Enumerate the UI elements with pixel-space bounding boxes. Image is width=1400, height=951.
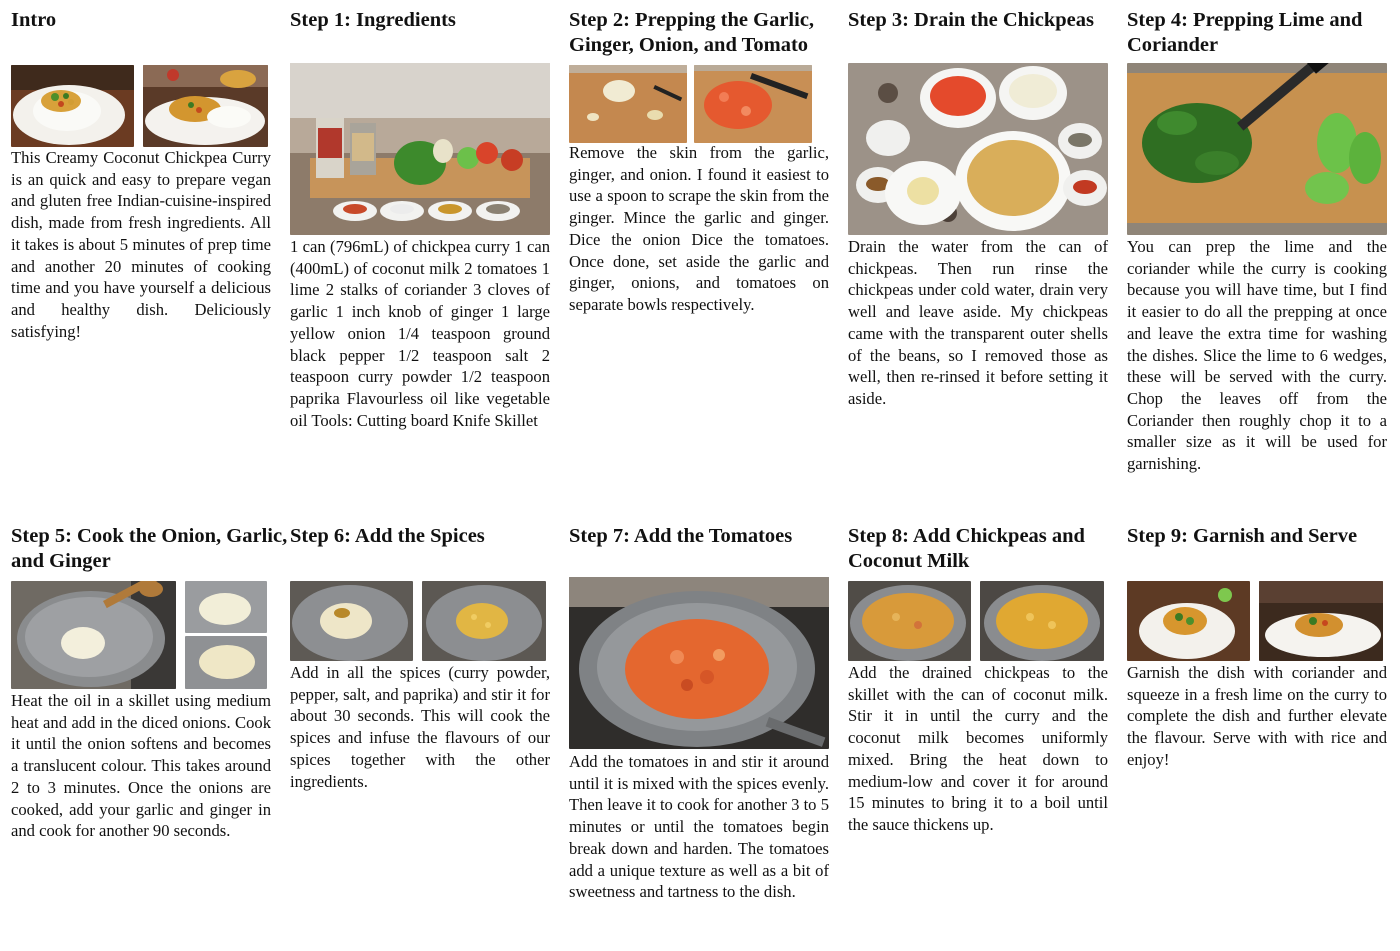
step-photo (569, 577, 829, 749)
step-description: Remove the skin from the garlic, ginger, and onion. I found it easiest to use a spoon to scrape the skin from the ginger. Mince the garlic and ginger. Dice the onion Dice the tomatoes. Once done, set aside the garlic and ginger, onions, and tomatoes on separate bowls respectively. (569, 143, 829, 314)
step-photo (11, 65, 134, 147)
step-description: Add in all the spices (curry powder, pepper, salt, and paprika) and stir it for about 30 seconds. This will cook the spices and infuse the flavours of our spices together with the other ingredients. (290, 663, 550, 791)
step-title: Step 5: Cook the Onion, Garlic, and Ginger (11, 525, 288, 572)
step-photo (848, 63, 1108, 235)
step-title: Step 6: Add the Spices (290, 525, 485, 547)
step-photo (143, 65, 268, 147)
step-title: Step 9: Garnish and Serve (1127, 525, 1358, 547)
step-description: Garnish the dish with coriander and squeeze in a fresh lime on the curry to complete the dish and further elevate the flavour. Serve with with rice and enjoy! (1127, 663, 1387, 769)
step-photo (290, 581, 413, 661)
step-description: Drain the water from the can of chickpeas. Then run rinse the chickpeas under cold water, drain very well and leave aside. My chickpeas came with the transparent outer shells of the beans, so I removed those as well, then re-rinsed it before setting it aside. (848, 237, 1108, 408)
step-title: Intro (11, 9, 57, 31)
step-photo (1127, 63, 1387, 235)
step-photo (11, 581, 176, 689)
step-photo (1259, 581, 1383, 661)
step-description: Add the drained chickpeas to the skillet with the can of coconut milk. Stir it in until the curry and the coconut milk becomes uniformly mixed. Bring the heat down to medium-low and cover it for around 15 minutes to bring it to a boil until the sauce thickens up. (848, 663, 1108, 834)
step-photo (290, 63, 550, 235)
step-description: 1 can (796mL) of chickpea curry 1 can (400mL) of coconut milk 2 tomatoes 1 lime 2 stalks of coriander 3 cloves of garlic 1 inch knob of ginger 1 large yellow onion 1/4 teaspoon ground black pepper 1/2 teaspoon salt 2 teaspoon curry powder 1/2 teaspoon paprika Flavourless oil like vegetable oil Tools: Cutting board Knife Skillet (290, 237, 550, 430)
step-title: Step 4: Prepping Lime and Coriander (1127, 9, 1363, 56)
step-photo (980, 581, 1104, 661)
step-description: This Creamy Coconut Chickpea Curry is an quick and easy to prepare vegan and gluten free Indian-cuisine-inspired dish, made from fresh ingredients. All it takes is about 5 minutes of prep time and another 20 minutes of cooking time and you have yourself a delicious and healthy dish. Deliciously satisfying! (11, 148, 271, 341)
step-title: Step 7: Add the Tomatoes (569, 525, 793, 547)
step-photo (185, 636, 267, 689)
step-description: You can prep the lime and the coriander while the curry is cooking because you will have time, but I find it easier to do all the prepping at once and leave the extra time for washing the dishes. Slice the lime to 6 wedges, these will be served with the curry. Chop the leaves off from the Coriander then roughly chop it to a smaller size as it will be used for garnishing. (1127, 237, 1387, 474)
step-photo (1127, 581, 1250, 661)
step-title: Step 8: Add Chickpeas and Coconut Milk (848, 525, 1085, 572)
step-photo (694, 65, 812, 143)
step-title: Step 3: Drain the Chickpeas (848, 9, 1095, 31)
step-photo (185, 581, 267, 633)
step-photo (422, 581, 546, 661)
step-description: Heat the oil in a skillet using medium heat and add in the diced onions. Cook it until the onion softens and becomes a translucent colour. This takes around 2 to 3 minutes. Once the onions are cooked, add your garlic and ginger in and cook for another 90 seconds. (11, 691, 271, 841)
step-photo (848, 581, 971, 661)
step-description: Add the tomatoes in and stir it around until it is mixed with the spices evenly. Then leave it to cook for another 3 to 5 minutes or until the tomatoes begin break down and harden. The tomatoes add a unique texture as well as a bit of sweetness and tartness to the dish. (569, 752, 829, 902)
step-title: Step 2: Prepping the Garlic, Ginger, Onion, and Tomato (569, 9, 815, 56)
step-title: Step 1: Ingredients (290, 9, 456, 31)
step-photo (569, 65, 687, 143)
